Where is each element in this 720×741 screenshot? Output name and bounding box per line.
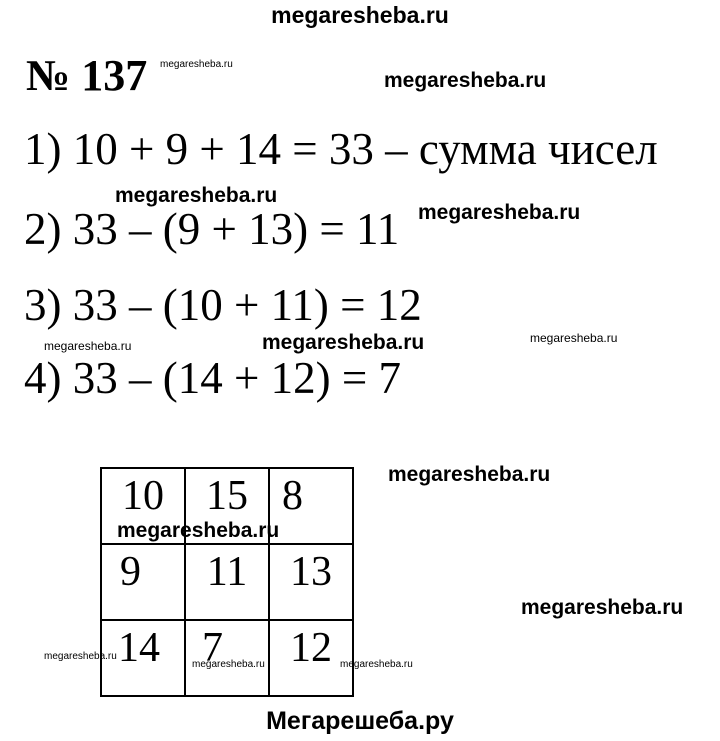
watermark-text: megaresheba.ru (160, 59, 233, 70)
cell-value: 10 (122, 473, 164, 519)
cell-value: 7 (202, 625, 223, 671)
table-cell (269, 544, 353, 620)
table-cell (101, 544, 185, 620)
watermark-text: megaresheba.ru (530, 331, 618, 345)
watermark-text: megaresheba.ru (384, 69, 547, 92)
watermark-text: megaresheba.ru (521, 596, 684, 619)
watermark-text: megaresheba.ru (192, 659, 265, 670)
table-cell (185, 620, 269, 696)
watermark-text: megaresheba.ru (115, 184, 278, 207)
cell-value: 14 (118, 625, 160, 671)
solution-step-1: 1) 10 + 9 + 14 = 33 – сумма чисел (24, 124, 658, 174)
task-title: № 137 (26, 51, 148, 100)
solution-step-4: 4) 33 – (14 + 12) = 7 (24, 353, 401, 403)
watermark-text: megaresheba.ru (117, 519, 280, 542)
cell-value: 13 (290, 549, 332, 595)
cell-value: 12 (290, 625, 332, 671)
solution-step-3: 3) 33 – (10 + 11) = 12 (24, 280, 422, 330)
table-cell (269, 620, 353, 696)
table-cell (269, 468, 353, 544)
solution-step-2: 2) 33 – (9 + 13) = 11 (24, 204, 400, 254)
table-cell (185, 544, 269, 620)
cell-value: 11 (206, 549, 248, 595)
site-watermark-top: megaresheba.ru (271, 2, 449, 28)
cell-value: 15 (206, 473, 248, 519)
watermark-text: megaresheba.ru (388, 463, 551, 486)
watermark-text: megaresheba.ru (340, 659, 413, 670)
watermark-text: megaresheba.ru (262, 331, 425, 354)
watermark-text: megaresheba.ru (418, 201, 581, 224)
watermark-text: megaresheba.ru (44, 339, 132, 353)
site-watermark-bottom: Мегарешеба.ру (266, 707, 454, 735)
cell-value: 9 (120, 549, 141, 595)
watermark-text: megaresheba.ru (44, 651, 117, 662)
table-row (101, 620, 353, 696)
table-row (101, 544, 353, 620)
cell-value: 8 (282, 473, 303, 519)
